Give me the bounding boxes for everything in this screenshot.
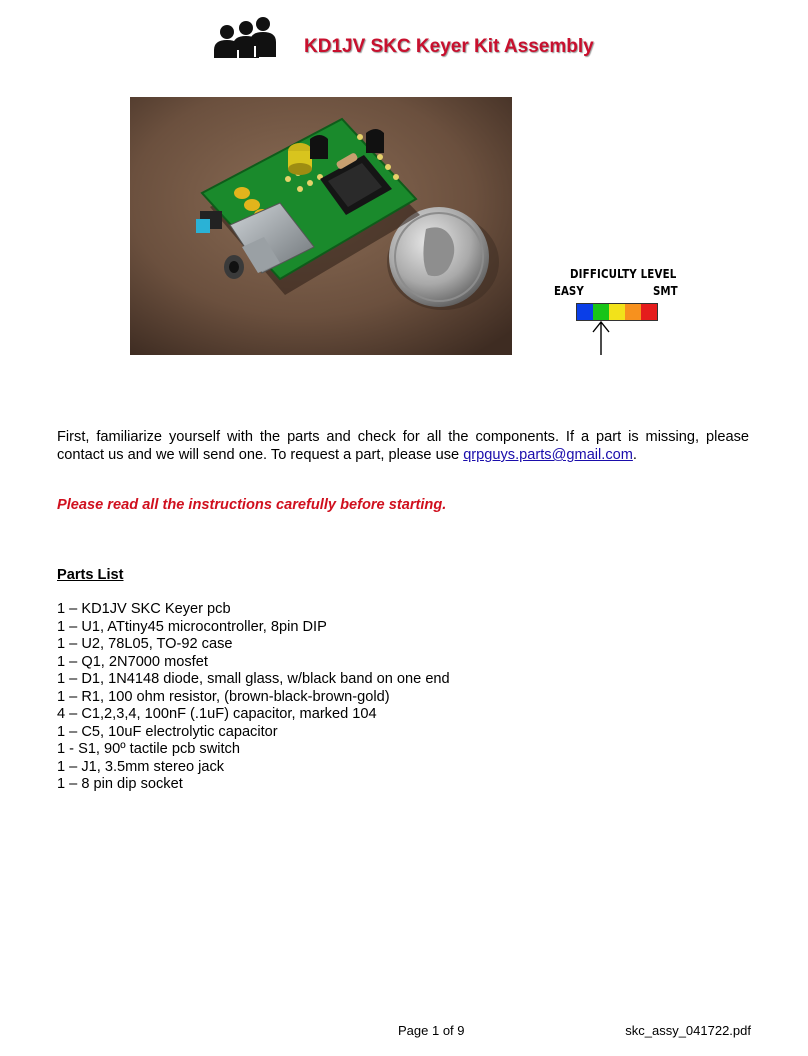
difficulty-segment-5 bbox=[641, 304, 657, 320]
difficulty-smt-label: SMT bbox=[653, 283, 678, 298]
list-item: 1 – R1, 100 ohm resistor, (brown-black-brown-gold) bbox=[57, 688, 390, 705]
intro-text: First, familiarize yourself with the parts and check for all the components. If a part is missing, please contact us and we will send one. To request a part, please use bbox=[57, 429, 749, 463]
list-item: 1 – C5, 10uF electrolytic capacitor bbox=[57, 723, 278, 740]
difficulty-segment-4 bbox=[625, 304, 641, 320]
list-item: 1 – U1, ATtiny45 microcontroller, 8pin DIP bbox=[57, 618, 327, 635]
list-item: 1 – 8 pin dip socket bbox=[57, 776, 183, 792]
difficulty-color-bar bbox=[576, 303, 658, 321]
file-name: skc_assy_041722.pdf bbox=[625, 1023, 751, 1038]
list-item: 1 – D1, 1N4148 diode, small glass, w/black band on one end bbox=[57, 671, 450, 687]
difficulty-pointer-arrow-icon bbox=[591, 320, 611, 356]
parts-list-heading: Parts List bbox=[57, 567, 124, 583]
list-item: 1 – U2, 78L05, TO-92 case bbox=[57, 636, 233, 652]
parts-email-link[interactable]: qrpguys.parts@gmail.com bbox=[463, 447, 633, 463]
list-item: 1 – J1, 3.5mm stereo jack bbox=[57, 758, 225, 775]
difficulty-segment-1 bbox=[577, 304, 593, 320]
keyer-kit-board-photo bbox=[130, 97, 512, 355]
difficulty-easy-label: EASY bbox=[554, 283, 584, 298]
intro-end: . bbox=[632, 447, 637, 463]
list-item: 1 – Q1, 2N7000 mosfet bbox=[57, 653, 208, 670]
page-title: KD1JV SKC Keyer Kit Assembly bbox=[304, 36, 594, 57]
parts-list bbox=[57, 601, 450, 794]
difficulty-segment-3 bbox=[609, 304, 625, 320]
page-number: Page 1 of 9 bbox=[398, 1023, 465, 1038]
list-item: 4 – C1,2,3,4, 100nF (.1uF) capacitor, marked 104 bbox=[57, 706, 377, 722]
difficulty-title: DIFFICULTY LEVEL bbox=[570, 266, 677, 281]
difficulty-level bbox=[550, 266, 680, 362]
intro-paragraph bbox=[57, 428, 749, 464]
list-item: 1 – KD1JV SKC Keyer pcb bbox=[57, 601, 231, 617]
list-item: 1 - S1, 90º tactile pcb switch bbox=[57, 741, 240, 757]
instructions-warning: Please read all the instructions carefully before starting. bbox=[57, 497, 447, 513]
difficulty-segment-2 bbox=[593, 304, 609, 320]
people-group-icon bbox=[210, 16, 282, 58]
